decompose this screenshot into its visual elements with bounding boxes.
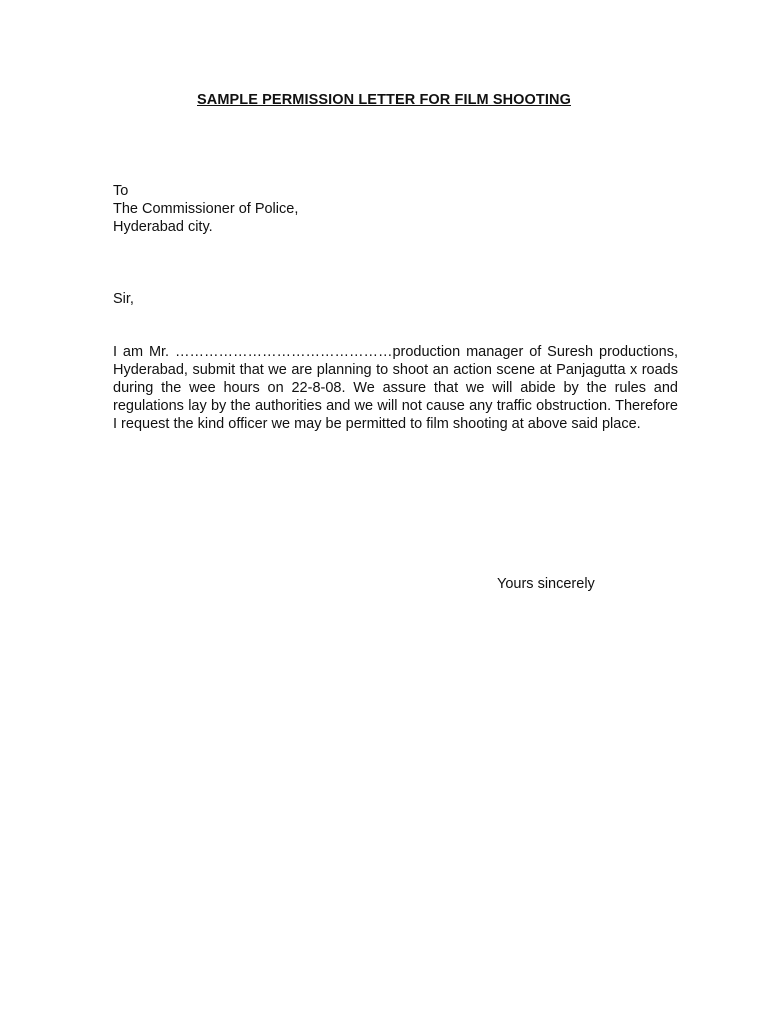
letter-title: SAMPLE PERMISSION LETTER FOR FILM SHOOTING [197, 92, 571, 108]
closing: Yours sincerely [497, 576, 595, 592]
addressee-recipient: The Commissioner of Police, [113, 201, 299, 217]
letter-body: I am Mr. ………………………………………production manager of Suresh productions, Hyderabad, submit that we are planning to shoot an action scene at Panjagutta x roads during the wee hours on 22-8-08. We assure that we will abide by the rules and regulations lay by the authorities and we will not cause any traffic obstruction. Therefore I request the kind officer we may be permitted to film shooting at above said place. [113, 344, 678, 432]
addressee-to: To [113, 183, 129, 199]
addressee-block [113, 182, 298, 236]
salutation: Sir, [113, 291, 134, 307]
addressee-city: Hyderabad city. [113, 219, 213, 235]
